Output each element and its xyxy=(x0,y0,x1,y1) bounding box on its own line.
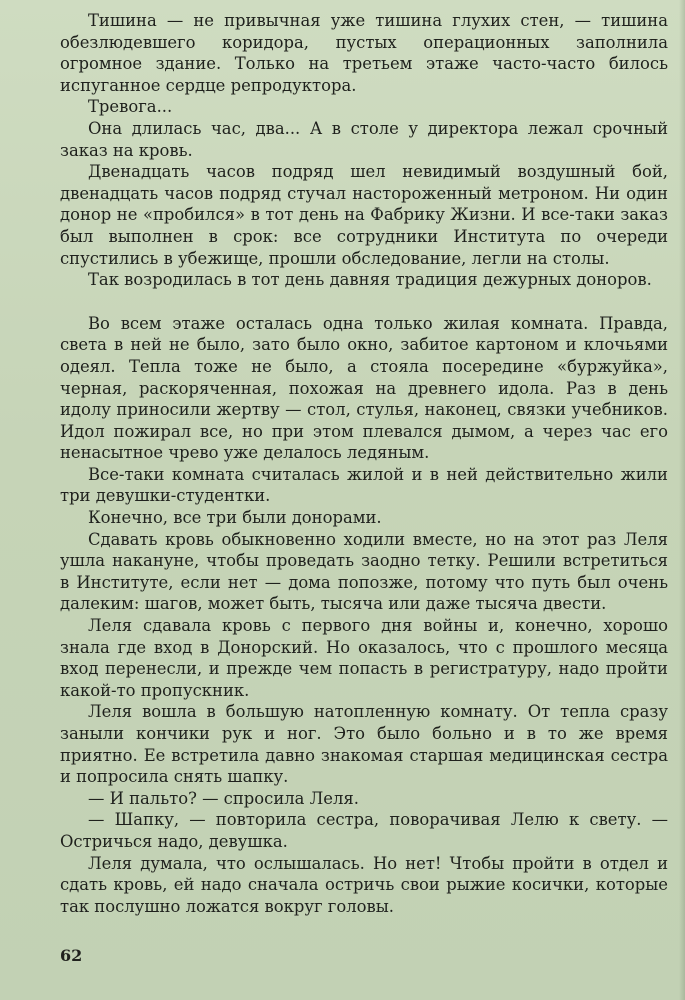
paragraph: Конечно, все три были донорами. xyxy=(88,508,382,528)
paragraph: Сдавать кровь обыкновенно ходили вместе, но на этот раз Леля ушла накануне, чтобы проведать заодно тетку. Решили встретиться в Институте, если нет — дома попозже, потому что путь был очень далеким: шагов, может быть, тысяча или даже тысяча двести. xyxy=(60,529,668,614)
paragraph: — И пальто? — спросила Леля. xyxy=(88,788,359,808)
paragraph: Леля сдавала кровь с первого дня войны и, конечно, хорошо знала где вход в Донорский. Но оказалось, что с прошлого месяца вход перенесли, и прежде чем попасть в регистратуру, надо пройти какой-то пропускник. xyxy=(60,616,668,700)
paragraph: Все-таки комната считалась жилой и в ней действительно жили три девушки-студентки. xyxy=(60,464,668,506)
paragraph: Во всем этаже осталась одна только жилая комната. Правда, света в ней не было, зато было окно, забитое картоном и клочьями одеял. Тепла тоже не было, а стояла посередине «буржуйка», черная, раскоряченная, похожая на древнего идола. Раз в день идолу приносили жертву — стол, стулья, наконец, связки учебников. Идол пожирал все, но при этом плевался дымом, а через час его ненасытное чрево уже делалось ледяным. xyxy=(60,313,668,463)
paragraph: Леля думала, что ослышалась. Но нет! Чтобы пройти в отдел и сдать кровь, ей надо сначала остричь свои рыжие косички, которые так послушно ложатся вокруг головы. xyxy=(60,853,668,916)
paragraph: Двенадцать часов подряд шел невидимый воздушный бой, двенадцать часов подряд стучал настороженный метроном. Ни один донор не «пробился» в тот день на Фабрику Жизни. И все-таки заказ был выполнен в срок: все сотрудники Института по очереди спустились в убежище, прошли обследование, легли на столы. xyxy=(60,162,668,268)
paragraph: Леля вошла в большую натопленную комнату. От тепла сразу заныли кончики рук и ног. Это было больно и в то же время приятно. Ее встретила давно знакомая старшая медицинская сестра и попросила снять шапку. xyxy=(60,702,668,787)
paragraph: — Шапку, — повторила сестра, поворачивая Лелю к свету. — Остричься надо, девушка. xyxy=(60,810,668,851)
paragraph: Она длилась час, два... А в столе у директора лежал срочный заказ на кровь. xyxy=(60,118,668,160)
paragraph: Тишина — не привычная уже тишина глухих стен, — тишина обезлюдевшего коридора, пустых операционных заполнила огромное здание. Только на третьем этаже часто-часто билось испуганное сердце репродуктора. xyxy=(60,11,668,95)
paragraph: Так возродилась в тот день давняя традиция дежурных доноров. xyxy=(88,270,652,290)
body-text xyxy=(60,10,668,917)
page-number: 62 xyxy=(60,946,83,965)
page-edge-shadow xyxy=(679,0,685,1000)
paragraph: Тревога... xyxy=(88,97,173,117)
